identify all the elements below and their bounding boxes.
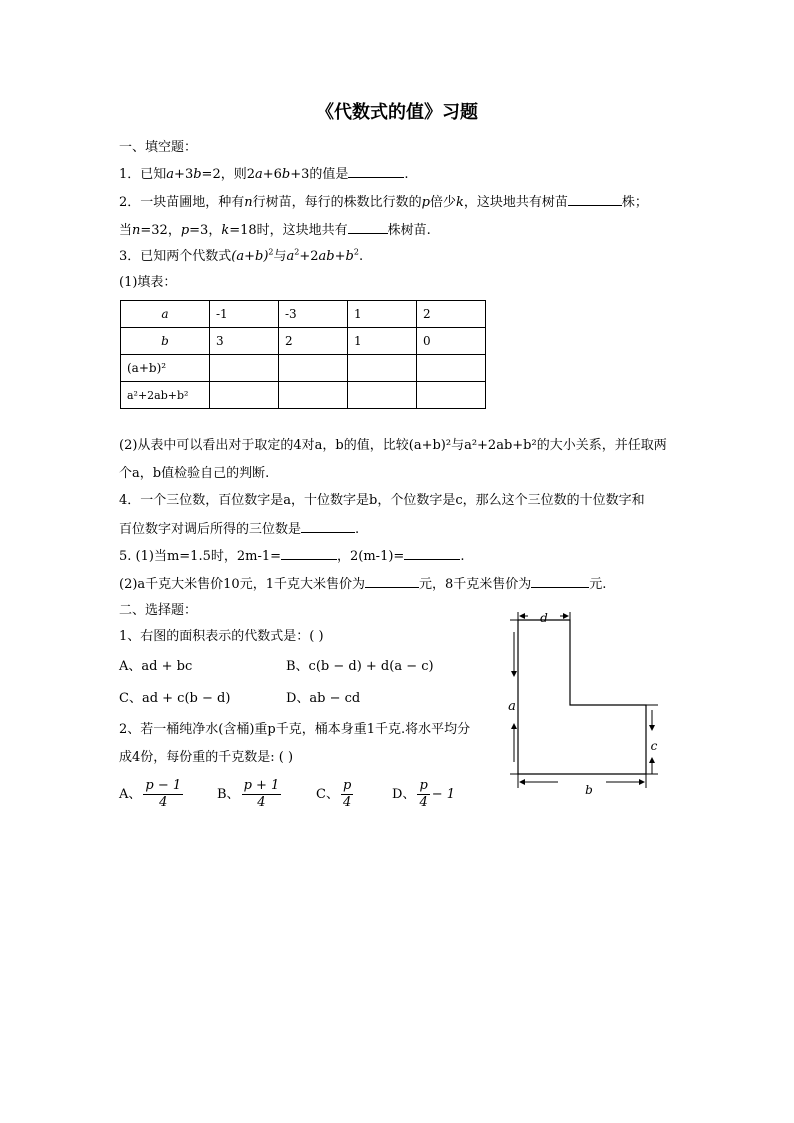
mc2-option-b[interactable]: B、 $\frac{p + 1}{4}$ (217, 778, 280, 810)
mc1-option-d[interactable]: D、ab − cd (286, 691, 361, 706)
label-d: d (540, 611, 548, 625)
answer-blank[interactable] (568, 193, 622, 206)
question-2-line-1: 2．一块苗圃地，种有n行树苗，每行的株数比行数的p倍少k，这块地共有树苗 株； (119, 195, 648, 210)
table-cell: 2 (279, 328, 348, 355)
table-cell[interactable] (210, 355, 279, 382)
answer-blank[interactable] (301, 520, 355, 533)
question-3-part-2-line-1: (2)从表中可以看出对于取定的4对a，b的值，比较(a+b)²与a²+2ab+b²的大小关系，并任取两 (119, 438, 667, 453)
answer-blank[interactable] (348, 221, 388, 234)
table-cell[interactable] (279, 355, 348, 382)
question-1: 1．已知a+3b=2，则2a+6b+3的值是 . (119, 167, 409, 182)
table-cell[interactable] (417, 382, 486, 409)
mc-question-1: 1、右图的面积表示的代数式是：( ) (119, 629, 324, 644)
question-2-line-2: 当n=32，p=3，k=18时，这块地共有 株树苗. (119, 223, 431, 238)
table-row (121, 355, 486, 382)
question-4-line-1: 4．一个三位数，百位数字是a，十位数字是b，个位数字是c，那么这个三位数的十位数字和 (119, 493, 645, 508)
question-3: 3．已知两个代数式$(a+b)^2$与$a^2+2ab+b^2$. (119, 247, 364, 264)
question-3-part-2-line-2: 个a，b值检验自己的判断. (119, 466, 270, 481)
mc2-option-d[interactable]: D、 $\frac{p}{4}$ − 1 (392, 778, 456, 810)
table-row (121, 301, 486, 328)
answer-blank[interactable] (348, 165, 404, 178)
section-choice-heading: 二、选择题： (119, 603, 198, 618)
table-cell[interactable] (210, 382, 279, 409)
mc2-option-a[interactable]: A、 $\frac{p - 1}{4}$ (119, 778, 182, 810)
table-cell: 0 (417, 328, 486, 355)
table-cell: 3 (210, 328, 279, 355)
section-fill-in-heading: 一、填空题： (119, 140, 198, 155)
table-cell[interactable] (279, 382, 348, 409)
table-cell[interactable] (348, 355, 417, 382)
answer-blank[interactable] (281, 547, 337, 560)
fill-table-label: (1)填表： (119, 275, 177, 290)
table-row-header: a (121, 301, 210, 328)
table-row (121, 382, 486, 409)
mc1-option-c[interactable]: C、ad + c(b − d) (119, 691, 231, 706)
question-4-line-2: 百位数字对调后所得的三位数是 . (119, 522, 360, 537)
table-row (121, 328, 486, 355)
mc2-option-c[interactable]: C、 $\frac{p}{4}$ (316, 778, 352, 810)
label-c: c (650, 739, 658, 753)
question-5-line-2: (2)a千克大米售价10元，1千克大米售价为 元，8千克米售价为 元. (119, 577, 607, 592)
mc1-option-a[interactable]: A、ad + bc (119, 659, 193, 674)
figure-outline (518, 620, 646, 774)
table-cell[interactable] (348, 382, 417, 409)
page-title: 《代数式的值》习题 (316, 102, 478, 123)
label-a: a (508, 699, 516, 714)
mc-question-2-line-2: 成4份，每份重的千克数是: ( ) (119, 750, 294, 765)
table-row-header: b (121, 328, 210, 355)
label-b: b (585, 783, 593, 797)
answer-blank[interactable] (531, 575, 589, 588)
mc1-option-b[interactable]: B、c(b − d) + d(a − c) (286, 659, 434, 674)
answer-blank[interactable] (365, 575, 419, 588)
table-cell: 1 (348, 328, 417, 355)
values-table (120, 300, 486, 409)
l-shape-figure (498, 602, 668, 802)
table-row-header: a²+2ab+b² (121, 382, 210, 409)
table-row-header: (a+b)² (121, 355, 210, 382)
table-cell: -3 (279, 301, 348, 328)
table-cell[interactable] (417, 355, 486, 382)
question-5-line-1: 5. (1)当m=1.5时，2m-1= ，2(m-1)= . (119, 549, 465, 564)
table-cell: 1 (348, 301, 417, 328)
mc-question-2-line-1: 2、若一桶纯净水(含桶)重p千克，桶本身重1千克.将水平均分 (119, 722, 471, 737)
table-cell: -1 (210, 301, 279, 328)
table-cell: 2 (417, 301, 486, 328)
answer-blank[interactable] (404, 547, 460, 560)
